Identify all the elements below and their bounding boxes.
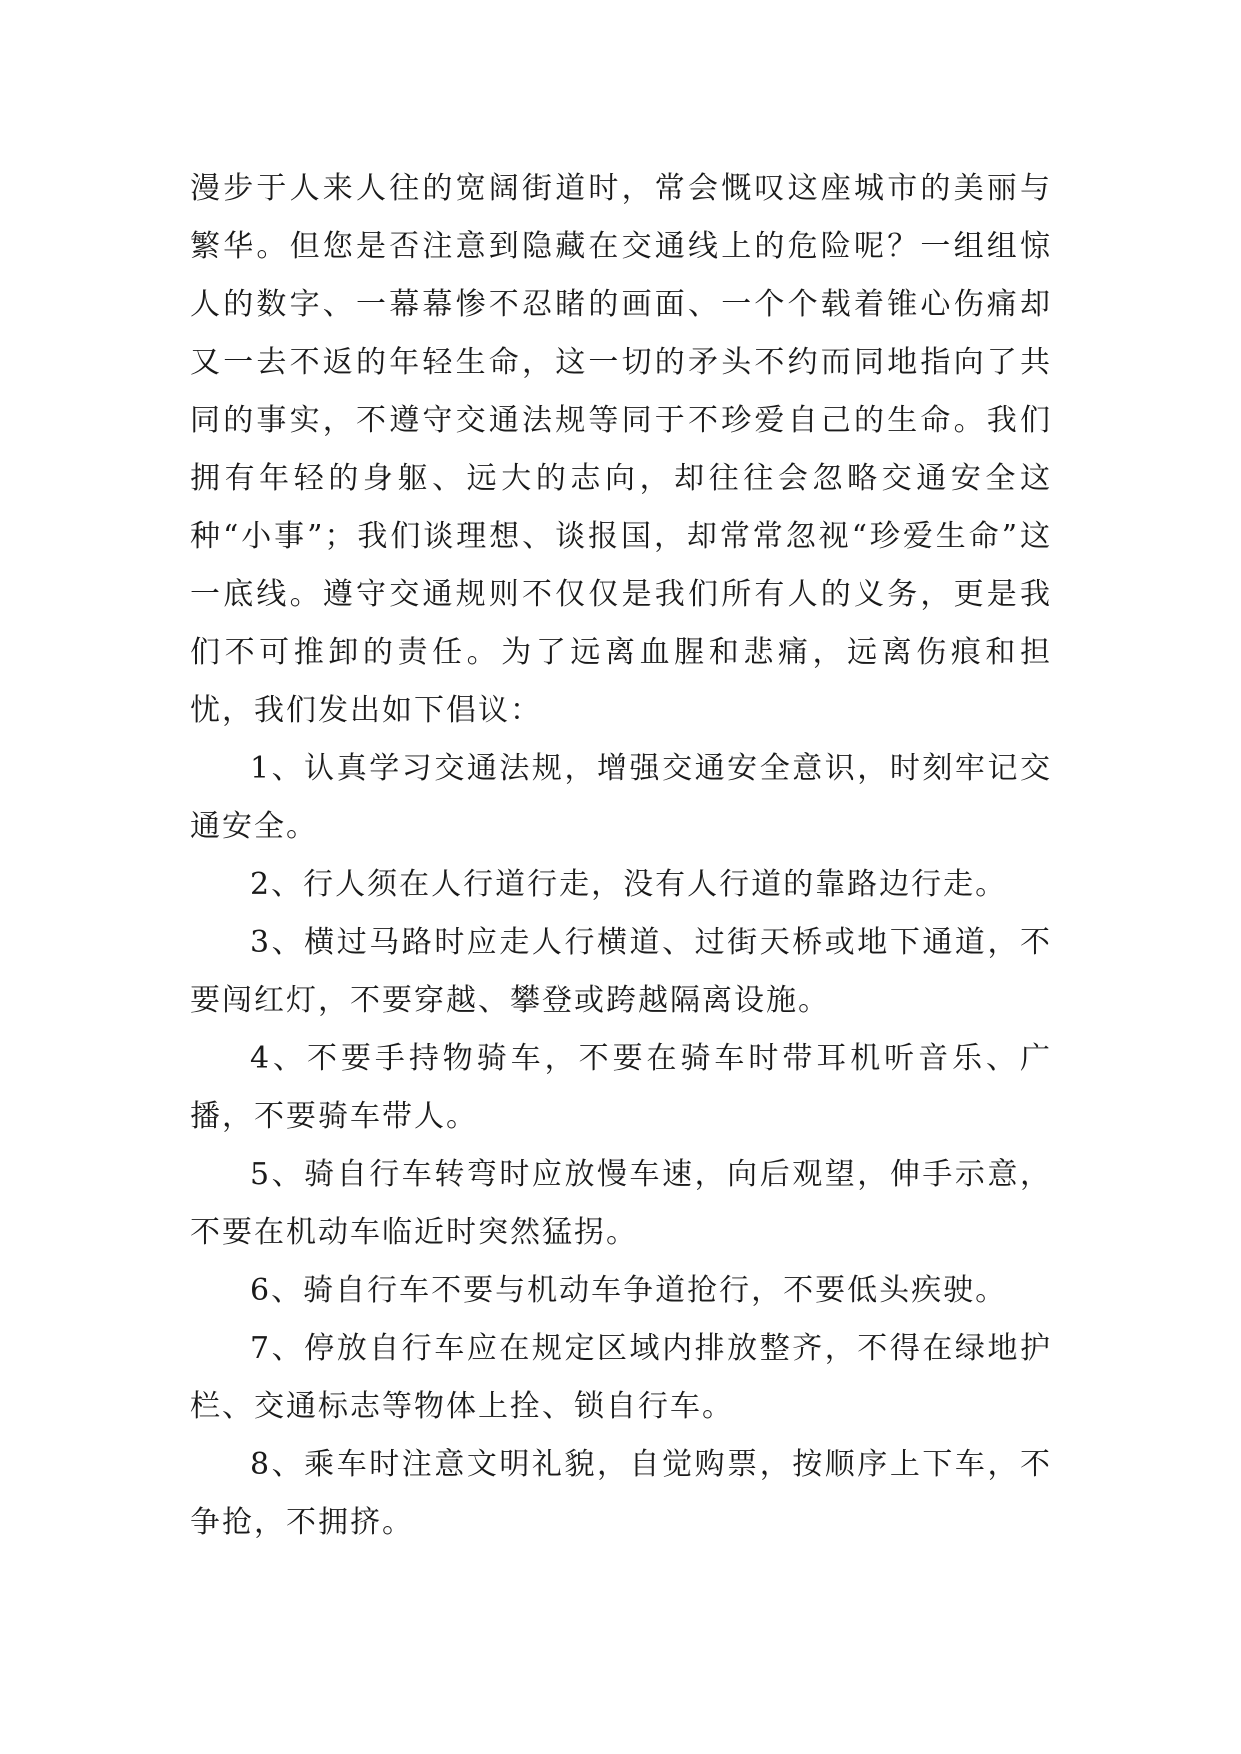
proposal-item-6: 6、骑自行车不要与机动车争道抢行，不要低头疾驶。 xyxy=(250,1273,1008,1308)
proposal-item-7: 7、停放自行车应在规定区域内排放整齐，不得在绿地护栏、交通标志等物体上拴、锁自行车。 xyxy=(190,1331,1052,1424)
proposal-item-8: 8、乘车时注意文明礼貌，自觉购票，按顺序上下车，不争抢，不拥挤。 xyxy=(190,1447,1052,1540)
intro-paragraph: 漫步于人来人往的宽阔街道时，常会慨叹这座城市的美丽与繁华。但您是否注意到隐藏在交通线上的危险呢？一组组惊人的数字、一幕幕惨不忍睹的画面、一个个载着锥心伤痛却又一去不返的年轻生命，这一切的矛头不约而同地指向了共同的事实，不遵守交通法规等同于不珍爱自己的生命。我们拥有年轻的身躯、远大的志向，却往往会忽略交通安全这种“小事”；我们谈理想、谈报国，却常常忽视“珍爱生命”这一底线。遵守交通规则不仅仅是我们所有人的义务，更是我们不可推卸的责任。为了远离血腥和悲痛，远离伤痕和担忧，我们发出如下倡议： xyxy=(190,171,1052,728)
proposal-item-1: 1、认真学习交通法规，增强交通安全意识，时刻牢记交通安全。 xyxy=(190,751,1052,844)
proposal-item-5: 5、骑自行车转弯时应放慢车速，向后观望，伸手示意，不要在机动车临近时突然猛拐。 xyxy=(190,1157,1052,1250)
proposal-item-4: 4、不要手持物骑车，不要在骑车时带耳机听音乐、广播，不要骑车带人。 xyxy=(190,1041,1052,1134)
proposal-item-3: 3、横过马路时应走人行横道、过街天桥或地下通道，不要闯红灯，不要穿越、攀登或跨越隔离设施。 xyxy=(190,925,1052,1018)
document-body xyxy=(190,160,1052,1552)
proposal-item-2: 2、行人须在人行道行走，没有人行道的靠路边行走。 xyxy=(250,867,1008,902)
